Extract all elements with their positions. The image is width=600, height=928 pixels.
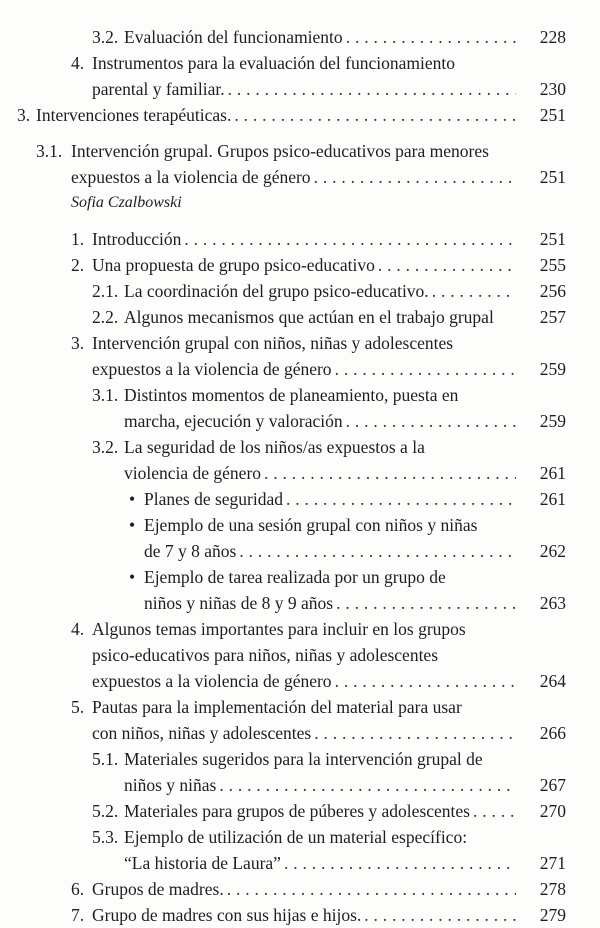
dot-leader: [219, 772, 516, 798]
entry-number: 5.: [71, 697, 85, 717]
entry-number: 2.2.: [92, 307, 119, 327]
entry-number: 3.: [71, 333, 85, 353]
toc-entry[interactable]: [0, 382, 600, 434]
toc-entry[interactable]: [0, 798, 600, 824]
dot-leader: [227, 876, 516, 902]
dot-leader: [184, 226, 516, 252]
bullet-icon: •: [129, 567, 136, 587]
page-number: 257: [539, 307, 566, 327]
entry-title: Distintos momentos de planeamiento, puesta en: [124, 385, 459, 405]
toc-line: [0, 902, 566, 928]
dot-leader: [346, 24, 516, 50]
page-number: 267: [539, 775, 566, 795]
toc-line: [0, 772, 566, 798]
dot-leader: [336, 590, 516, 616]
entry-title: de 7 y 8 años: [144, 541, 237, 561]
entry-title: niños y niñas: [124, 775, 217, 795]
entry-title: Instrumentos para la evaluación del funcionamiento: [92, 53, 455, 73]
entry-title: Intervención grupal con niños, niñas y adolescentes: [92, 333, 454, 353]
toc-line: [0, 76, 566, 102]
entry-title: Introducción: [92, 229, 182, 249]
toc-line: [0, 252, 566, 278]
entry-title: expuestos a la violencia de género: [71, 167, 311, 187]
toc-entry[interactable]: [0, 252, 600, 278]
entry-number: 2.1.: [92, 281, 119, 301]
entry-title: Sofia Czalbowski: [71, 194, 182, 211]
toc-line: [0, 616, 566, 642]
entry-number: 7.: [71, 905, 85, 925]
toc-line: [0, 642, 566, 668]
toc-line: [0, 102, 566, 128]
entry-title: La coordinación del grupo psico-educativo.: [124, 281, 429, 301]
toc-line: [0, 746, 566, 772]
entry-number: 6.: [71, 879, 85, 899]
entry-number: 5.2.: [92, 801, 119, 821]
entry-title: parental y familiar.: [92, 79, 225, 99]
entry-title: Grupos de madres.: [92, 879, 224, 899]
page-number: 230: [539, 79, 566, 99]
toc-line: [0, 356, 566, 382]
entry-title: “La historia de Laura”: [124, 853, 281, 873]
toc-entry[interactable]: [0, 512, 600, 564]
entry-title: Intervención grupal. Grupos psico-educativos para menores: [71, 141, 489, 161]
entry-title: Algunos mecanismos que actúan en el trabajo grupal: [124, 307, 494, 327]
entry-title: marcha, ejecución y valoración: [124, 411, 343, 431]
page-number: 261: [539, 489, 566, 509]
entry-number: 5.1.: [92, 749, 119, 769]
entry-title: Grupo de madres con sus hijas e hijos.: [92, 905, 362, 925]
toc-line: [0, 486, 566, 512]
page-number: 255: [539, 255, 566, 275]
entry-number: 1.: [71, 229, 85, 249]
page-number: 279: [539, 905, 566, 925]
dot-leader: [234, 102, 516, 128]
entry-title: La seguridad de los niños/as expuestos a la: [124, 437, 425, 457]
toc-entry[interactable]: [0, 330, 600, 382]
toc-line: [0, 876, 566, 902]
toc-entry[interactable]: [0, 746, 600, 798]
toc-line: [0, 138, 566, 164]
toc-line: [0, 330, 566, 356]
entry-title: Evaluación del funcionamiento: [124, 27, 343, 47]
entry-number: 4.: [71, 619, 85, 639]
entry-title: Ejemplo de una sesión grupal con niños y niñas: [144, 515, 478, 535]
toc-line: [0, 382, 566, 408]
toc-entry[interactable]: [0, 50, 600, 102]
dot-leader: [228, 76, 516, 102]
toc-entry[interactable]: [0, 902, 600, 928]
dot-leader: [239, 538, 516, 564]
dot-leader: [346, 408, 516, 434]
page-number: 228: [539, 27, 566, 47]
dot-leader: [284, 850, 516, 876]
toc-line: [0, 164, 566, 190]
entry-number: 3.: [17, 105, 31, 125]
entry-title: Una propuesta de grupo psico-educativo: [92, 255, 375, 275]
toc-entry[interactable]: [0, 226, 600, 252]
entry-title: Intervenciones terapéuticas.: [36, 105, 232, 125]
entry-number: 5.3.: [92, 827, 119, 847]
toc-line: [0, 564, 566, 590]
entry-number: 4.: [71, 53, 85, 73]
entry-title: niños y niñas de 8 y 9 años: [144, 593, 334, 613]
toc-entry[interactable]: [0, 616, 600, 694]
page-number: 256: [539, 281, 566, 301]
toc-line: [0, 694, 566, 720]
toc-line: [0, 434, 566, 460]
dot-leader: [264, 460, 516, 486]
page-number: 262: [539, 541, 566, 561]
toc-entry[interactable]: [0, 304, 600, 330]
page-number: 270: [539, 801, 566, 821]
toc-line: [0, 824, 566, 850]
page-number: 278: [539, 879, 566, 899]
dot-leader: [335, 668, 516, 694]
page-number: 251: [539, 167, 566, 187]
page-number: 271: [539, 853, 566, 873]
toc-line: [0, 850, 566, 876]
toc-line: [0, 226, 566, 252]
page-number: 251: [539, 229, 566, 249]
entry-number: 3.2.: [92, 437, 119, 457]
dot-leader: [314, 164, 516, 190]
toc-entry[interactable]: [0, 824, 600, 876]
entry-title: violencia de género: [124, 463, 262, 483]
dot-leader: [314, 720, 516, 746]
toc-entry[interactable]: [0, 564, 600, 616]
toc-entry[interactable]: [0, 434, 600, 486]
entry-number: 3.2.: [92, 27, 119, 47]
entry-title: Algunos temas importantes para incluir en los grupos: [92, 619, 466, 639]
entry-title: Pautas para la implementación del material para usar: [92, 697, 462, 717]
bullet-icon: •: [129, 489, 136, 509]
entry-title: Materiales para grupos de púberes y adolescentes: [124, 801, 470, 821]
dot-leader: [335, 356, 516, 382]
page-number: 261: [539, 463, 566, 483]
entry-title: Ejemplo de utilización de un material específico:: [124, 827, 468, 847]
toc-line: [0, 460, 566, 486]
table-of-contents: [0, 24, 600, 928]
entry-number: 2.: [71, 255, 85, 275]
author-name: [0, 190, 600, 216]
dot-leader: [473, 798, 516, 824]
toc-line: [0, 798, 566, 824]
toc-entry[interactable]: [0, 24, 600, 50]
dot-leader: [378, 252, 516, 278]
dot-leader: [364, 902, 516, 928]
toc-entry[interactable]: [0, 278, 600, 304]
page-number: 251: [539, 105, 566, 125]
entry-title: Ejemplo de tarea realizada por un grupo de: [144, 567, 446, 587]
toc-entry[interactable]: [0, 486, 600, 512]
toc-line: [0, 278, 566, 304]
entry-title: expuestos a la violencia de género: [92, 359, 332, 379]
toc-entry[interactable]: [0, 694, 600, 746]
entry-title: Materiales sugeridos para la intervención grupal de: [124, 749, 483, 769]
page-number: 259: [539, 411, 566, 431]
dot-leader: [286, 486, 516, 512]
toc-line: [0, 512, 566, 538]
page-number: 259: [539, 359, 566, 379]
entry-number: 3.1.: [92, 385, 119, 405]
dot-leader: [432, 278, 516, 304]
page-number: 263: [539, 593, 566, 613]
toc-line: [0, 304, 566, 330]
toc-line: [0, 720, 566, 746]
toc-entry[interactable]: [0, 876, 600, 902]
page-number: 266: [539, 723, 566, 743]
toc-line: [0, 668, 566, 694]
page-number: 264: [539, 671, 566, 691]
bullet-icon: •: [129, 515, 136, 535]
entry-number: 3.1.: [36, 141, 63, 161]
entry-title: psico-educativos para niños, niñas y adolescentes: [92, 645, 439, 665]
toc-line: [0, 538, 566, 564]
entry-title: expuestos a la violencia de género: [92, 671, 332, 691]
toc-entry[interactable]: [0, 138, 600, 190]
entry-title: Planes de seguridad: [144, 489, 283, 509]
toc-line: [0, 50, 566, 76]
toc-entry[interactable]: [0, 102, 600, 128]
toc-line: [0, 590, 566, 616]
toc-line: [0, 24, 566, 50]
entry-title: con niños, niñas y adolescentes: [92, 723, 312, 743]
toc-line: [0, 408, 566, 434]
toc-line: [0, 190, 566, 216]
